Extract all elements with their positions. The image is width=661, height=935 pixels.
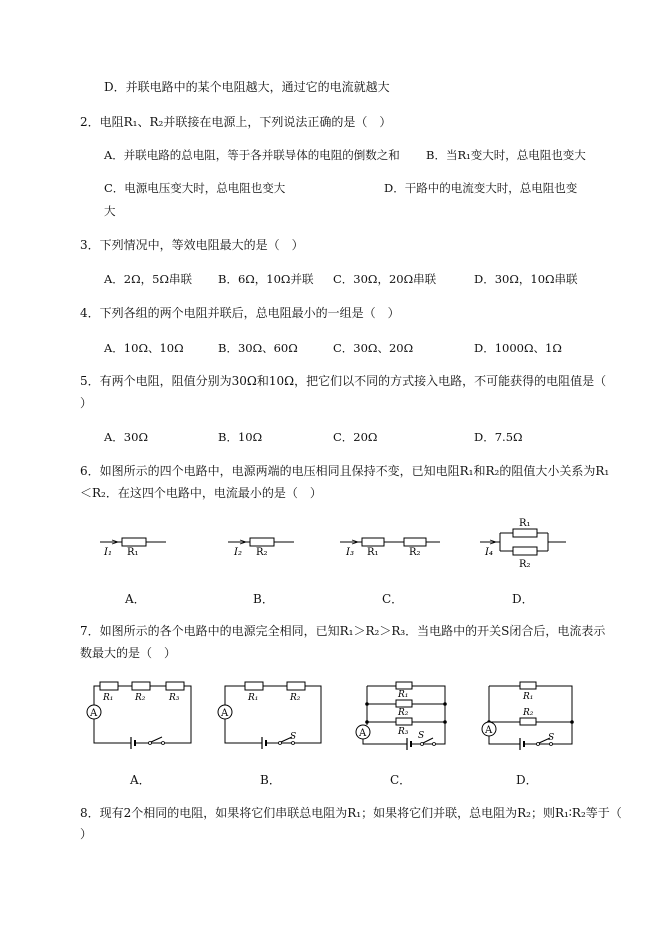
q5-option-d: D．7.5Ω [474,430,523,444]
q7-d-switch-label: S [548,733,555,743]
q6-c-r2-label: R₂ [409,547,421,558]
q7-c-r3-label: R₃ [398,727,409,737]
q6-circuit-a [100,530,170,560]
q2-option-c: C．电源电压变大时，总电阻也变大 [104,181,286,195]
q2-option-d-cont: 大 [104,204,116,218]
q7-stem: 7．如图所示的各个电路中的电源完全相同，已知R₁＞R₂＞R₃．当电路中的开关S闭合后，电流表示 [80,624,606,638]
q8-stem-cont: ） [80,827,93,841]
q7-d-r1-label: R₁ [523,692,534,702]
q3-option-b: B．6Ω，10Ω并联 [218,272,314,286]
q5-stem-cont: ） [80,396,93,410]
q3-option-d: D．30Ω，10Ω串联 [474,272,578,286]
q6-caption-d: D． [512,592,534,606]
q6-circuit-b [228,530,298,560]
q2-option-d: D．干路中的电流变大时，总电阻也变 [384,181,578,195]
q4-stem: 4．下列各组的两个电阻并联后，总电阻最小的一组是（ ） [80,306,400,320]
q6-circuit-d [480,515,570,570]
q5-option-c: C．20Ω [333,430,378,444]
q6-caption-c: C． [382,592,404,606]
q6-d-r1-label: R₁ [519,518,531,529]
q4-option-d: D．1000Ω、1Ω [474,341,562,355]
q6-b-current-label: I₂ [234,547,242,558]
q7-b-r2-label: R₂ [290,693,301,703]
q7-a-r2-label: R₂ [135,693,146,703]
q6-c-r1-label: R₁ [367,547,379,558]
q7-c-r2-label: R₂ [398,708,409,718]
q7-a-r3-label: R₃ [169,693,180,703]
q5-option-a: A．30Ω [104,430,148,444]
q7-a-r1-label: R₁ [103,693,114,703]
q6-stem-cont: ＜R₂．在这四个电路中，电流最小的是（ ） [80,486,322,500]
q7-circuit-c [350,672,460,752]
q7-c-switch-label: S [418,731,425,741]
q7-caption-d: D． [516,773,538,787]
q7-caption-c: C． [390,773,412,787]
q2-option-b: B．当R₁变大时，总电阻也变大 [426,148,586,162]
q7-caption-b: B． [260,773,281,787]
q7-d-ammeter-label: A [485,725,493,736]
q6-d-r2-label: R₂ [519,559,531,570]
q5-option-b: B．10Ω [218,430,263,444]
q7-b-r1-label: R₁ [248,693,259,703]
q6-c-current-label: I₃ [346,547,354,558]
q7-b-ammeter-label: A [221,708,229,719]
q7-a-ammeter-label: A [90,708,98,719]
q7-b-switch-label: S [290,732,297,742]
q6-stem: 6．如图所示的四个电路中，电源两端的电压相同且保持不变，已知电阻R₁和R₂的阻值大小关系为R₁ [80,464,610,478]
q6-a-current-label: I₁ [104,547,112,558]
q6-b-r2-label: R₂ [256,547,268,558]
q6-d-current-label: I₄ [485,547,493,558]
q4-option-c: C．30Ω、20Ω [333,341,414,355]
q5-stem: 5．有两个电阻，阻值分别为30Ω和10Ω，把它们以不同的方式接入电路，不可能获得的电阻值是（ [80,374,607,388]
q7-circuit-d [480,678,590,753]
q4-option-b: B．30Ω、60Ω [218,341,298,355]
q6-caption-a: A． [125,592,146,606]
q7-circuit-a [80,678,200,748]
q6-a-r1-label: R₁ [127,547,139,558]
q1-option-d: D．并联电路中的某个电阻越大，通过它的电流就越大 [104,80,390,94]
q8-stem: 8．现有2个相同的电阻，如果将它们串联总电阻为R₁；如果将它们并联，总电阻为R₂；则R₁∶R₂等于（ [80,806,622,820]
q3-stem: 3．下列情况中，等效电阻最大的是（ ） [80,238,304,252]
q7-stem-cont: 数最大的是（ ） [80,646,177,660]
q3-option-a: A．2Ω，5Ω串联 [104,272,193,286]
q7-c-ammeter-label: A [359,728,367,739]
q7-circuit-b [212,678,332,748]
q2-stem: 2．电阻R₁、R₂并联接在电源上，下列说法正确的是（ ） [80,115,392,129]
q2-option-a: A．并联电路的总电阻，等于各并联导体的电阻的倒数之和 [104,148,400,162]
q3-option-c: C．30Ω，20Ω串联 [333,272,437,286]
q6-circuit-c [340,530,440,560]
q7-d-r2-label: R₂ [523,708,534,718]
q4-option-a: A．10Ω、10Ω [104,341,184,355]
q7-c-r1-label: R₁ [398,690,409,700]
q7-caption-a: A． [130,773,151,787]
q6-caption-b: B． [253,592,274,606]
